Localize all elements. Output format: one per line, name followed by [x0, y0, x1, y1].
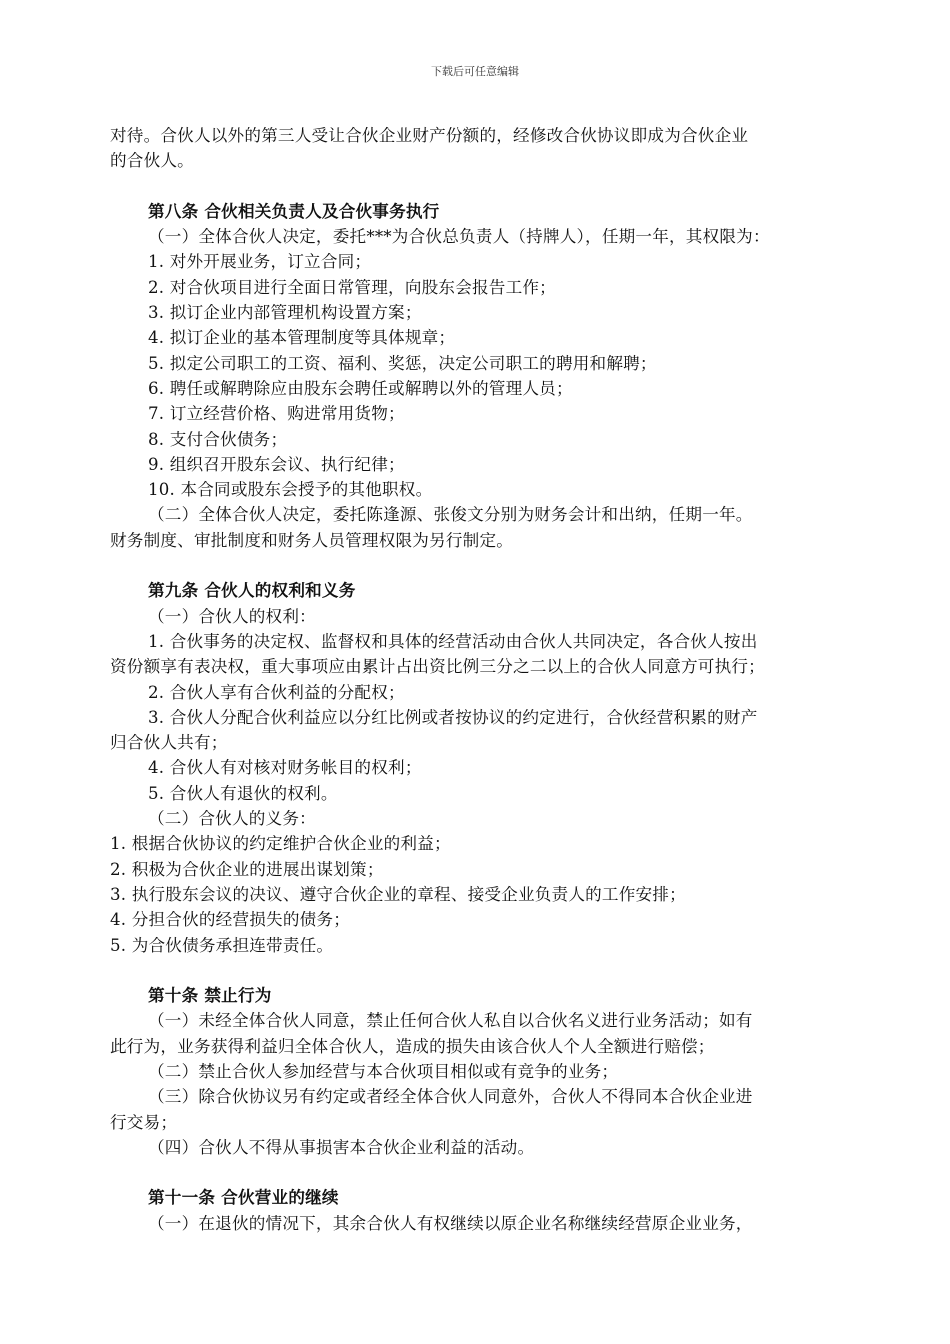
list-item: 1. 对外开展业务，订立合同； — [148, 252, 372, 272]
paragraph-line: （一）未经全体合伙人同意，禁止任何合伙人私自以合伙名义进行业务活动；如有 — [148, 1011, 753, 1031]
list-item: 8. 支付合伙债务； — [148, 429, 288, 449]
list-item: 4. 拟订企业的基本管理制度等具体规章； — [148, 328, 456, 348]
list-item: 4. 分担合伙的经营损失的债务； — [110, 910, 351, 930]
list-item: 4. 合伙人有对核对财务帐目的权利； — [148, 758, 422, 778]
list-item: 2. 合伙人享有合伙利益的分配权； — [148, 682, 405, 702]
list-item: 3. 执行股东会议的决议、遵守合伙企业的章程、接受企业负责人的工作安排； — [110, 884, 686, 904]
list-item: 2. 对合伙项目进行全面日常管理，向股东会报告工作； — [148, 277, 556, 297]
paragraph-line: （四）合伙人不得从事损害本合伙企业利益的活动。 — [148, 1137, 535, 1157]
page-header: 下载后可任意编辑 — [431, 65, 519, 78]
list-item-cont: 资份额享有表决权，重大事项应由累计占出资比例三分之二以上的合伙人同意方可执行； — [110, 657, 765, 677]
list-item: 5. 拟定公司职工的工资、福利、奖惩，决定公司职工的聘用和解聘； — [148, 353, 657, 373]
article-11-title: 第十一条 合伙营业的继续 — [148, 1187, 339, 1208]
paragraph-line: 的合伙人。 — [110, 151, 194, 171]
paragraph-line: （一）在退伙的情况下，其余合伙人有权继续以原企业名称继续经营原企业业务， — [148, 1213, 753, 1233]
paragraph-line: （二）禁止合伙人参加经营与本合伙项目相似或有竞争的业务； — [148, 1061, 619, 1081]
article-8-title: 第八条 合伙相关负责人及合伙事务执行 — [148, 200, 440, 221]
duties-heading: （二）合伙人的义务： — [148, 809, 316, 829]
list-item: 6. 聘任或解聘除应由股东会聘任或解聘以外的管理人员； — [148, 378, 573, 398]
document-body — [110, 123, 852, 1236]
list-item: 7. 订立经营价格、购进常用货物； — [148, 404, 405, 424]
article-9-title: 第九条 合伙人的权利和义务 — [148, 580, 356, 601]
article-10-title: 第十条 禁止行为 — [148, 985, 272, 1006]
list-item: 3. 合伙人分配合伙利益应以分红比例或者按协议的约定进行，合伙经营积累的财产 — [148, 707, 758, 727]
list-item: 1. 根据合伙协议的约定维护合伙企业的利益； — [110, 834, 451, 854]
list-item: 3. 拟订企业内部管理机构设置方案； — [148, 303, 422, 323]
list-item: 10. 本合同或股东会授予的其他职权。 — [148, 480, 433, 500]
article-8-para-1: （一）全体合伙人决定，委托***为合伙总负责人（持牌人），任期一年，其权限为： — [148, 227, 770, 247]
list-item: 1. 合伙事务的决定权、监督权和具体的经营活动由合伙人共同决定，各合伙人按出 — [148, 631, 758, 651]
paragraph-line: 此行为，业务获得利益归全体合伙人，造成的损失由该合伙人个人全额进行赔偿； — [110, 1036, 715, 1056]
paragraph-line: 对待。合伙人以外的第三人受让合伙企业财产份额的，经修改合伙协议即成为合伙企业 — [110, 126, 749, 145]
rights-heading: （一）合伙人的权利： — [148, 606, 316, 626]
list-item: 9. 组织召开股东会议、执行纪律； — [148, 454, 405, 474]
list-item-cont: 归合伙人共有； — [110, 733, 228, 753]
paragraph-line: （三）除合伙协议另有约定或者经全体合伙人同意外，合伙人不得同本合伙企业进 — [148, 1087, 753, 1107]
list-item: 5. 合伙人有退伙的权利。 — [148, 783, 338, 803]
article-8-para-2-cont: 财务制度、审批制度和财务人员管理权限为另行制定。 — [110, 530, 514, 550]
list-item: 5. 为合伙债务承担连带责任。 — [110, 935, 334, 955]
list-item: 2. 积极为合伙企业的进展出谋划策； — [110, 859, 384, 879]
article-8-para-2: （二）全体合伙人决定，委托陈逢源、张俊文分别为财务会计和出纳，任期一年。 — [148, 505, 753, 525]
paragraph-line: 行交易； — [110, 1112, 178, 1132]
